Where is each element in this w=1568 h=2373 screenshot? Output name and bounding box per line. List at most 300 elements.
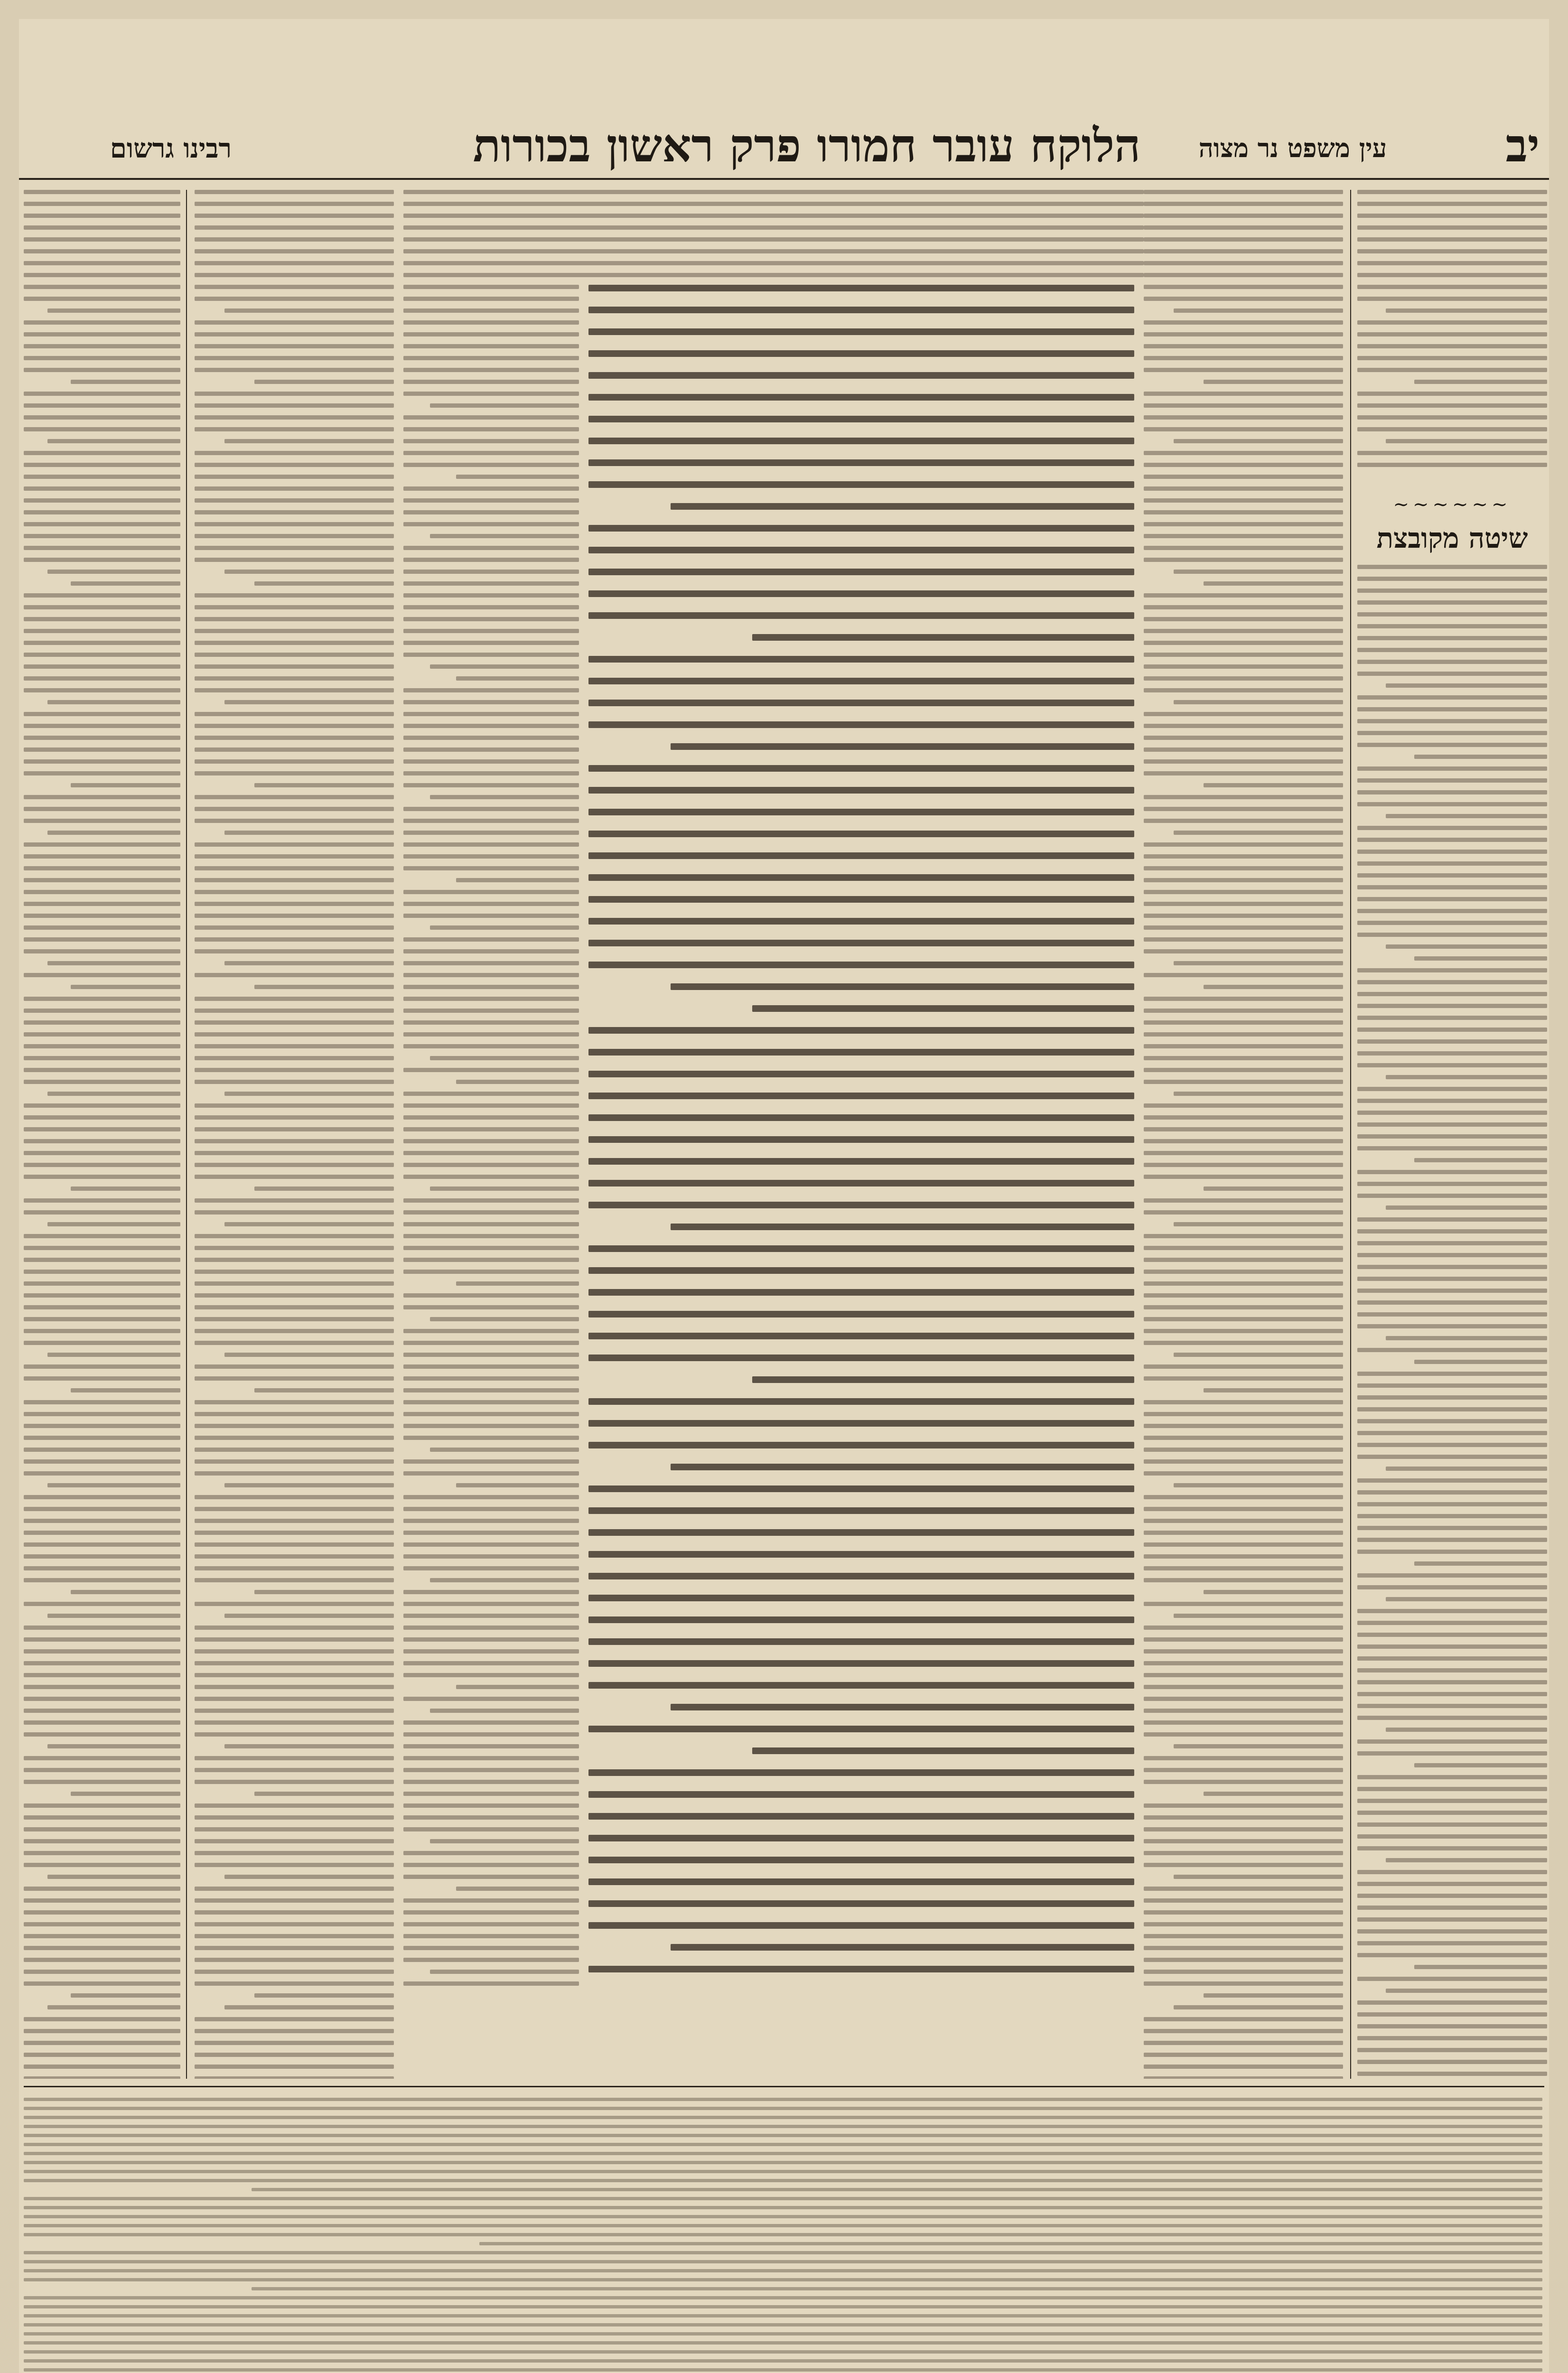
text-line [24, 925, 180, 930]
text-line [403, 451, 579, 455]
text-line [1357, 1478, 1547, 1483]
text-line [403, 214, 1144, 218]
text-line [1386, 439, 1547, 443]
text-line [24, 937, 180, 942]
text-line [24, 1922, 180, 1926]
text-line [1414, 1965, 1547, 1969]
text-line [403, 1519, 579, 1523]
text-line [1144, 1009, 1343, 1013]
text-line [588, 1311, 1134, 1317]
text-line [1144, 1246, 1343, 1250]
text-line [24, 1685, 180, 1689]
text-line [224, 439, 394, 443]
text-line [195, 1459, 394, 1464]
text-line [671, 503, 1135, 510]
text-line [1357, 202, 1547, 206]
text-line [588, 678, 1134, 684]
text-line [24, 2206, 1542, 2209]
text-line [195, 368, 394, 372]
text-line [588, 1638, 1134, 1645]
text-line [1357, 1312, 1547, 1317]
text-line [1357, 1739, 1547, 1744]
text-line [24, 1471, 180, 1476]
text-line [24, 1305, 180, 1309]
text-line [1357, 1692, 1547, 1696]
text-line [47, 1614, 181, 1618]
text-line [1144, 1981, 1343, 1986]
text-line [588, 372, 1134, 379]
text-line [24, 736, 180, 740]
text-line [1357, 992, 1547, 996]
text-line [195, 1329, 394, 1333]
text-line [47, 439, 181, 443]
text-line [456, 475, 579, 479]
text-line [403, 1234, 579, 1238]
ornament-divider: ~~~~~~ [1393, 494, 1512, 515]
text-line [1204, 985, 1343, 989]
text-line [195, 2065, 394, 2069]
text-line [195, 1270, 394, 1274]
text-line [1144, 356, 1343, 360]
text-line [588, 1682, 1134, 1689]
text-line [195, 427, 394, 431]
text-line [24, 1412, 180, 1416]
text-line [403, 1507, 579, 1511]
text-line [430, 664, 579, 669]
text-line [1357, 190, 1547, 194]
text-line [195, 2076, 394, 2079]
text-line [1144, 736, 1343, 740]
text-line [588, 1791, 1134, 1798]
text-line [403, 427, 579, 431]
text-line [1414, 956, 1547, 961]
text-line [1357, 1490, 1547, 1495]
text-line [1357, 885, 1547, 889]
text-line [1414, 380, 1547, 384]
text-line [752, 1376, 1134, 1383]
text-line [403, 486, 579, 491]
text-line [195, 261, 394, 265]
text-line [24, 546, 180, 550]
text-line [195, 403, 394, 408]
text-line [1357, 451, 1547, 455]
text-line [1357, 1028, 1547, 1032]
text-line [403, 368, 579, 372]
text-line [403, 1981, 579, 1986]
text-line [403, 1697, 579, 1701]
text-line [1144, 1709, 1343, 1713]
text-line [24, 1400, 180, 1404]
text-line [1144, 1970, 1343, 1974]
text-line [24, 522, 180, 526]
text-line [24, 1151, 180, 1155]
text-line [24, 2152, 1542, 2155]
text-line [1357, 2072, 1547, 2076]
text-line [1357, 1289, 1547, 1293]
text-line [1357, 1122, 1547, 1127]
text-line [1144, 1175, 1343, 1179]
text-line [24, 617, 180, 621]
text-line [1144, 1851, 1343, 1855]
text-line [403, 890, 579, 894]
rabbeinu-gershom-column [24, 190, 180, 2079]
text-line [195, 949, 394, 953]
text-line [1357, 1846, 1547, 1850]
text-line [588, 1857, 1134, 1863]
text-line [1357, 1668, 1547, 1672]
text-line [195, 1910, 394, 1915]
text-line [1144, 902, 1343, 906]
text-line [1144, 273, 1343, 277]
text-line [1357, 1704, 1547, 1708]
text-line [47, 1222, 181, 1226]
text-line [1357, 838, 1547, 842]
text-line [195, 1958, 394, 1962]
text-line [24, 356, 180, 360]
text-line [252, 2188, 1542, 2191]
text-line [1144, 202, 1343, 206]
text-line [1144, 1080, 1343, 1084]
text-line [24, 2134, 1542, 2137]
text-line [1144, 2076, 1343, 2079]
text-line [1144, 1376, 1343, 1381]
text-line [1144, 2065, 1343, 2069]
text-line [1144, 1626, 1343, 1630]
text-line [24, 2041, 180, 2045]
text-line [1357, 1716, 1547, 1720]
text-line [1357, 297, 1547, 301]
text-line [24, 2029, 180, 2033]
text-line [1144, 1198, 1343, 1203]
text-line [224, 700, 394, 704]
text-line [1204, 380, 1343, 384]
text-line [195, 937, 394, 942]
text-line [588, 569, 1134, 575]
right-commentary-column [1144, 190, 1343, 2079]
text-line [1144, 463, 1343, 467]
text-line [1144, 1697, 1343, 1701]
text-line [403, 1851, 579, 1855]
text-line [430, 1839, 579, 1843]
text-line [752, 1747, 1134, 1754]
text-line [24, 1270, 180, 1274]
text-line [24, 415, 180, 420]
text-line [195, 1495, 394, 1499]
text-line [1357, 897, 1547, 901]
text-line [1144, 1270, 1343, 1274]
text-line [1386, 1597, 1547, 1601]
text-line [588, 1049, 1134, 1056]
text-line [24, 1115, 180, 1120]
text-line [1357, 1870, 1547, 1874]
text-line [1144, 629, 1343, 633]
text-line [1357, 565, 1547, 569]
text-line [1386, 1205, 1547, 1210]
text-line [403, 1649, 579, 1654]
text-line [1144, 190, 1343, 194]
text-line [195, 392, 394, 396]
text-line [24, 1981, 180, 1986]
text-line [24, 320, 180, 325]
text-line [195, 1673, 394, 1677]
text-line [1357, 577, 1547, 581]
text-line [1144, 925, 1343, 930]
text-line [1144, 724, 1343, 728]
text-line [403, 202, 1144, 206]
text-line [195, 451, 394, 455]
text-line [1386, 308, 1547, 313]
text-line [195, 1709, 394, 1713]
text-line [24, 2017, 180, 2021]
text-line [195, 558, 394, 562]
text-line [24, 1898, 180, 1903]
text-line [1144, 261, 1343, 265]
text-line [1144, 1673, 1343, 1677]
text-line [403, 1922, 579, 1926]
text-line [252, 2287, 1542, 2290]
text-line [588, 1398, 1134, 1405]
text-line [1204, 1792, 1343, 1796]
text-line [588, 547, 1134, 553]
text-line [24, 1827, 180, 1831]
text-line [1144, 1068, 1343, 1072]
text-line [195, 1863, 394, 1867]
text-line [1144, 1803, 1343, 1808]
text-line [24, 1507, 180, 1511]
text-line [403, 641, 579, 645]
text-line [456, 878, 579, 882]
text-line [1357, 332, 1547, 336]
text-line [1357, 1609, 1547, 1613]
text-line [24, 641, 180, 645]
text-line [588, 1289, 1134, 1296]
text-line [588, 438, 1134, 444]
text-line [1414, 1763, 1547, 1767]
text-line [1357, 225, 1547, 230]
text-line [1174, 1222, 1343, 1226]
text-line [1357, 1977, 1547, 1981]
text-line [1144, 1412, 1343, 1416]
text-line [1357, 237, 1547, 242]
text-line [195, 2041, 394, 2045]
text-line [403, 724, 579, 728]
text-line [588, 787, 1134, 794]
text-line [195, 664, 394, 669]
text-line [1144, 641, 1343, 645]
text-line [195, 202, 394, 206]
text-line [195, 1317, 394, 1321]
text-line [195, 522, 394, 526]
text-line [430, 925, 579, 930]
text-line [588, 285, 1134, 291]
text-line [24, 1198, 180, 1203]
text-line [195, 1448, 394, 1452]
text-line [403, 914, 579, 918]
text-line [671, 1224, 1135, 1230]
text-line [403, 1958, 579, 1962]
text-line [588, 1616, 1134, 1623]
text-line [1357, 980, 1547, 984]
text-line [1144, 1115, 1343, 1120]
text-line [24, 2314, 1542, 2317]
text-line [1144, 854, 1343, 859]
text-line [1144, 1602, 1343, 1606]
text-line [1357, 719, 1547, 723]
text-line [24, 403, 180, 408]
text-line [24, 368, 180, 372]
text-line [24, 1709, 180, 1713]
text-line [71, 1590, 180, 1594]
text-line [1174, 2005, 1343, 2009]
text-line [1357, 850, 1547, 854]
text-line [1357, 933, 1547, 937]
text-line [403, 190, 1144, 194]
text-line [24, 807, 180, 811]
text-line [403, 1495, 579, 1499]
text-line [24, 1697, 180, 1701]
text-line [195, 1210, 394, 1215]
text-line [24, 558, 180, 562]
text-line [1144, 486, 1343, 491]
text-line [24, 664, 180, 669]
text-line [1144, 1732, 1343, 1737]
text-line [24, 724, 180, 728]
text-line [24, 1127, 180, 1131]
text-line [24, 688, 180, 692]
text-line [195, 1436, 394, 1440]
text-line [195, 1626, 394, 1630]
text-line [47, 1875, 181, 1879]
text-line [24, 214, 180, 218]
text-line [195, 1756, 394, 1760]
text-line [1357, 1099, 1547, 1103]
text-line [24, 463, 180, 467]
text-line [403, 997, 579, 1001]
text-line [195, 225, 394, 230]
text-line [403, 332, 579, 336]
text-line [1144, 1364, 1343, 1369]
text-line [588, 1835, 1134, 1841]
text-line [71, 581, 180, 586]
text-line [195, 997, 394, 1001]
text-line [430, 1448, 579, 1452]
text-line [588, 1333, 1134, 1339]
text-line [403, 1163, 579, 1167]
text-line [1357, 285, 1547, 289]
text-line [588, 1507, 1134, 1514]
text-line [1144, 1554, 1343, 1559]
text-line [403, 712, 579, 716]
text-line [1144, 842, 1343, 847]
text-line [1357, 1039, 1547, 1044]
text-line [1174, 831, 1343, 835]
text-line [1144, 1519, 1343, 1523]
text-line [24, 2278, 1542, 2281]
text-line [195, 1815, 394, 1820]
footnote-rule [24, 2086, 1544, 2087]
text-line [403, 759, 579, 764]
text-line [671, 743, 1135, 750]
text-line [1144, 475, 1343, 479]
text-line [403, 356, 579, 360]
text-line [24, 676, 180, 681]
text-line [195, 688, 394, 692]
text-line [1144, 332, 1343, 336]
text-line [588, 721, 1134, 728]
text-line [1357, 707, 1547, 711]
text-line [430, 403, 579, 408]
text-line [1357, 1004, 1547, 1008]
text-line [403, 1780, 579, 1784]
text-line [403, 1151, 579, 1155]
text-line [403, 1720, 579, 1725]
text-line [403, 831, 579, 835]
text-line [195, 1970, 394, 1974]
text-line [403, 1222, 579, 1226]
text-line [588, 525, 1134, 532]
text-line [1144, 1329, 1343, 1333]
text-line [24, 2296, 1542, 2299]
text-line [24, 1020, 180, 1025]
text-line [403, 1246, 579, 1250]
text-line [254, 1388, 394, 1392]
text-line [403, 1412, 579, 1416]
text-line [1144, 320, 1343, 325]
text-line [403, 415, 579, 420]
text-line [1144, 1317, 1343, 1321]
text-line [195, 1578, 394, 1582]
text-line [403, 1531, 579, 1535]
text-line [1144, 1020, 1343, 1025]
text-line [1357, 861, 1547, 866]
text-line [24, 1281, 180, 1286]
text-line [1144, 403, 1343, 408]
text-line [24, 1839, 180, 1843]
text-line [195, 344, 394, 348]
text-line [195, 2053, 394, 2057]
text-line [1357, 1621, 1547, 1625]
text-line [1144, 498, 1343, 503]
text-line [403, 593, 579, 598]
text-line [224, 2005, 394, 2009]
text-line [1174, 570, 1343, 574]
text-line [1357, 778, 1547, 783]
text-line [24, 1720, 180, 1725]
text-line [24, 1436, 180, 1440]
text-line [1204, 1388, 1343, 1392]
text-line [195, 1839, 394, 1843]
text-line [195, 1103, 394, 1108]
text-line [195, 2017, 394, 2021]
text-line [195, 1115, 394, 1120]
page-header [19, 114, 1549, 176]
text-line [254, 581, 394, 586]
text-line [588, 1660, 1134, 1667]
text-line [24, 1519, 180, 1523]
text-line [1144, 1044, 1343, 1048]
text-line [403, 653, 579, 657]
text-line [195, 1305, 394, 1309]
text-line [224, 1092, 394, 1096]
text-line [1144, 237, 1343, 242]
text-line [24, 1210, 180, 1215]
text-line [24, 2359, 1542, 2363]
text-line [1144, 297, 1343, 301]
text-line [24, 498, 180, 503]
text-line [24, 2341, 1542, 2345]
text-line [1357, 1941, 1547, 1945]
text-line [403, 225, 1144, 230]
